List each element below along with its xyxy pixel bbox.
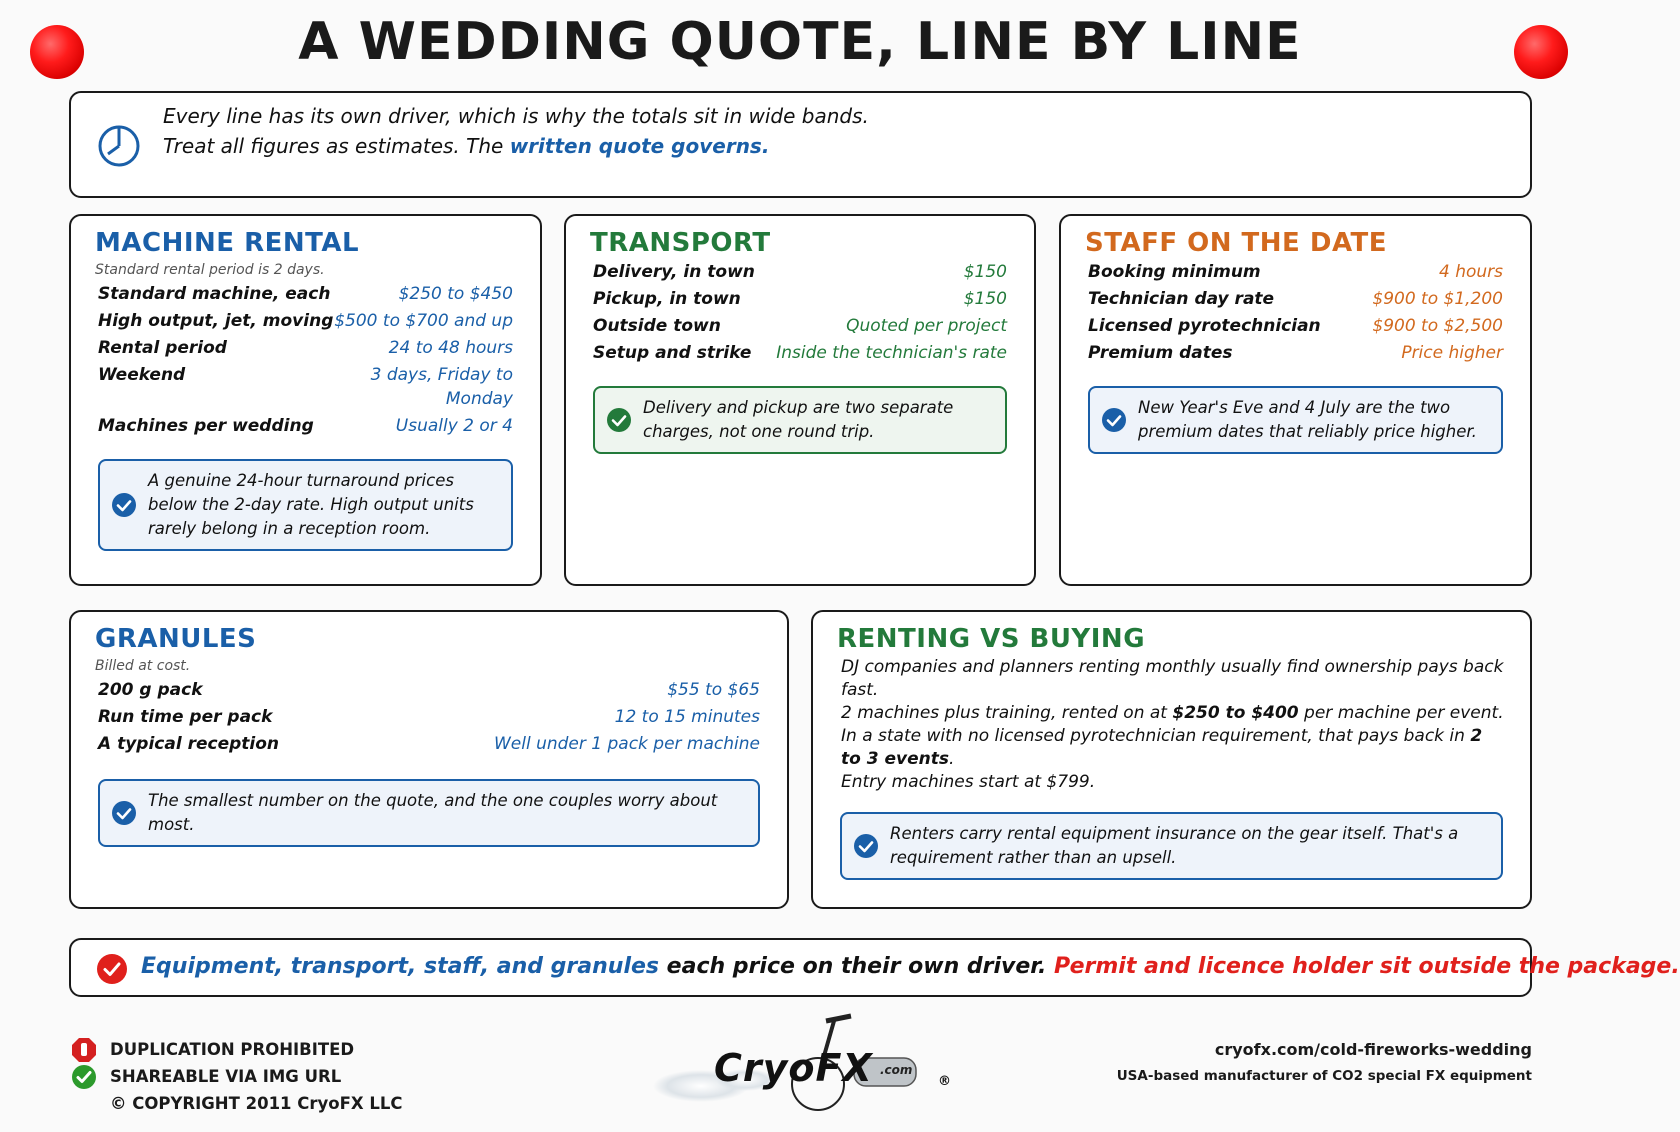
copyright-block xyxy=(69,1036,403,1117)
card-title: RENTING VS BUYING xyxy=(837,624,1146,654)
intro-line2 xyxy=(163,131,869,161)
tip-note xyxy=(98,459,513,551)
cryofx-logo xyxy=(656,1016,956,1126)
rate-label: Machines per wedding xyxy=(98,416,314,436)
tip-note xyxy=(840,812,1503,880)
staff-card xyxy=(1059,214,1532,586)
rate-row xyxy=(593,287,1007,311)
rate-row xyxy=(98,414,513,438)
intro-line2-plain: Treat all figures as estimates. The xyxy=(163,134,510,158)
tip-text: A genuine 24-hour turnaround prices below the 2-day rate. High output units rarely belong in a reception room. xyxy=(148,471,474,538)
rate-value: $900 to $2,500 xyxy=(1372,316,1503,336)
renting-para-3 xyxy=(841,725,1506,771)
shareable-text: SHAREABLE VIA IMG URL xyxy=(110,1067,342,1086)
tip-note xyxy=(98,779,760,847)
rate-row xyxy=(593,314,1007,338)
rate-value: 4 hours xyxy=(1438,262,1503,282)
rate-value: $500 to $700 and up xyxy=(334,311,513,331)
page-title: A WEDDING QUOTE, LINE BY LINE xyxy=(298,12,1302,72)
rate-row xyxy=(98,363,513,411)
rate-list xyxy=(593,260,1007,368)
rate-row xyxy=(98,705,760,729)
rate-row xyxy=(1088,287,1503,311)
card-subtitle: Standard rental period is 2 days. xyxy=(95,262,325,278)
summary-banner xyxy=(69,938,1680,997)
rate-value: $55 to $65 xyxy=(667,680,760,700)
rate-list xyxy=(98,282,513,441)
renting-text: per machine per event. xyxy=(1298,703,1504,723)
renting-text: 2 machines plus training, rented on at xyxy=(841,703,1173,723)
rate-value: Well under 1 pack per machine xyxy=(493,734,760,754)
machine-rental-card xyxy=(69,214,542,586)
rate-label: Rental period xyxy=(98,338,227,358)
clock-icon xyxy=(97,124,141,168)
rate-row xyxy=(98,309,513,333)
rate-value: $150 xyxy=(963,262,1007,282)
rate-value: Price higher xyxy=(1401,343,1503,363)
rate-row xyxy=(1088,260,1503,284)
renting-text: In a state with no licensed pyrotechnician requirement, that pays back in xyxy=(841,726,1471,746)
rate-label: High output, jet, moving xyxy=(98,311,334,331)
rate-list xyxy=(98,678,760,759)
stop-hand-icon xyxy=(71,1037,97,1063)
rate-value: Usually 2 or 4 xyxy=(395,416,513,436)
summary-text xyxy=(141,954,1680,979)
intro-text xyxy=(163,101,869,161)
tip-note xyxy=(593,386,1007,454)
rate-list xyxy=(1088,260,1503,368)
rate-label: 200 g pack xyxy=(98,680,203,700)
copyright-text: © COPYRIGHT 2011 CryoFX LLC xyxy=(110,1094,403,1113)
rate-row xyxy=(593,341,1007,365)
card-title: MACHINE RENTAL xyxy=(95,228,360,258)
logo-suffix: .com xyxy=(880,1063,913,1077)
tip-text: Delivery and pickup are two separate charges, not one round trip. xyxy=(643,398,954,441)
duplication-line xyxy=(69,1036,403,1063)
rate-label: Premium dates xyxy=(1088,343,1233,363)
rate-label: Run time per pack xyxy=(98,707,273,727)
rate-label: Setup and strike xyxy=(593,343,752,363)
card-title: TRANSPORT xyxy=(590,228,771,258)
check-icon xyxy=(607,408,631,432)
intro-line1: Every line has its own driver, which is why the totals sit in wide bands. xyxy=(163,104,869,128)
check-icon xyxy=(112,801,136,825)
card-subtitle: Billed at cost. xyxy=(95,658,191,674)
rate-value: 24 to 48 hours xyxy=(388,338,513,358)
tip-text: The smallest number on the quote, and the one couples worry about most. xyxy=(148,791,718,834)
rate-label: Booking minimum xyxy=(1088,262,1261,282)
rate-label: Licensed pyrotechnician xyxy=(1088,316,1321,336)
check-icon xyxy=(854,834,878,858)
renting-para-2 xyxy=(841,702,1506,725)
rate-value: $250 to $450 xyxy=(398,284,513,304)
tip-text: Renters carry rental equipment insurance on the gear itself. That's a requirement rather than an upsell. xyxy=(890,824,1459,867)
card-title: STAFF ON THE DATE xyxy=(1085,228,1388,258)
rate-row xyxy=(98,678,760,702)
rate-label: Weekend xyxy=(98,365,186,385)
renting-body xyxy=(841,656,1506,794)
renting-events: 2 to 3 events xyxy=(841,726,1483,769)
rate-value: 3 days, Friday to Monday xyxy=(370,365,513,409)
summary-black: each price on their own driver. xyxy=(659,954,1055,979)
intro-box xyxy=(69,91,1532,198)
tip-text: New Year's Eve and 4 July are the two premium dates that reliably price higher. xyxy=(1138,398,1477,441)
registered-mark: ® xyxy=(938,1074,951,1089)
card-title: GRANULES xyxy=(95,624,257,654)
renting-para-4: Entry machines start at $799. xyxy=(841,772,1096,792)
rate-value: $900 to $1,200 xyxy=(1372,289,1503,309)
green-check-icon xyxy=(71,1064,97,1090)
rate-value: Quoted per project xyxy=(846,316,1007,336)
renting-para-1: DJ companies and planners renting monthly usually find ownership pays back fast. xyxy=(841,657,1504,700)
renting-price: $250 to $400 xyxy=(1172,703,1299,723)
rate-label: Standard machine, each xyxy=(98,284,331,304)
logo-wordmark xyxy=(714,1046,873,1090)
rate-value: $150 xyxy=(963,289,1007,309)
summary-red: Permit and licence holder sit outside the package. xyxy=(1054,954,1680,979)
shareable-line xyxy=(69,1063,403,1090)
copyright-line xyxy=(69,1090,403,1117)
rate-label: Technician day rate xyxy=(1088,289,1275,309)
rate-row xyxy=(98,282,513,306)
check-icon xyxy=(112,493,136,517)
duplication-text: DUPLICATION PROHIBITED xyxy=(110,1040,355,1059)
rate-row xyxy=(98,336,513,360)
rate-row xyxy=(1088,341,1503,365)
rate-label: Pickup, in town xyxy=(593,289,741,309)
rate-label: Outside town xyxy=(593,316,721,336)
logo-text: CryoFX xyxy=(714,1046,873,1090)
tip-note xyxy=(1088,386,1503,454)
red-check-icon xyxy=(97,954,127,984)
renting-vs-buying-card xyxy=(811,610,1532,909)
check-icon xyxy=(1102,408,1126,432)
intro-line2-highlight: written quote governs. xyxy=(509,134,770,158)
rate-label: Delivery, in town xyxy=(593,262,755,282)
rate-row xyxy=(593,260,1007,284)
renting-text: . xyxy=(948,749,955,769)
rate-row xyxy=(1088,314,1503,338)
site-info xyxy=(1117,1036,1532,1090)
granules-card xyxy=(69,610,789,909)
site-tagline: USA-based manufacturer of CO2 special FX equipment xyxy=(1116,1068,1532,1084)
summary-blue: Equipment, transport, staff, and granules xyxy=(141,954,660,979)
rate-label: A typical reception xyxy=(98,734,279,754)
site-url[interactable]: cryofx.com/cold-fireworks-wedding xyxy=(1214,1040,1532,1059)
rate-row xyxy=(98,732,760,756)
transport-card xyxy=(564,214,1036,586)
rate-value: 12 to 15 minutes xyxy=(614,707,760,727)
rate-value: Inside the technician's rate xyxy=(776,343,1007,363)
